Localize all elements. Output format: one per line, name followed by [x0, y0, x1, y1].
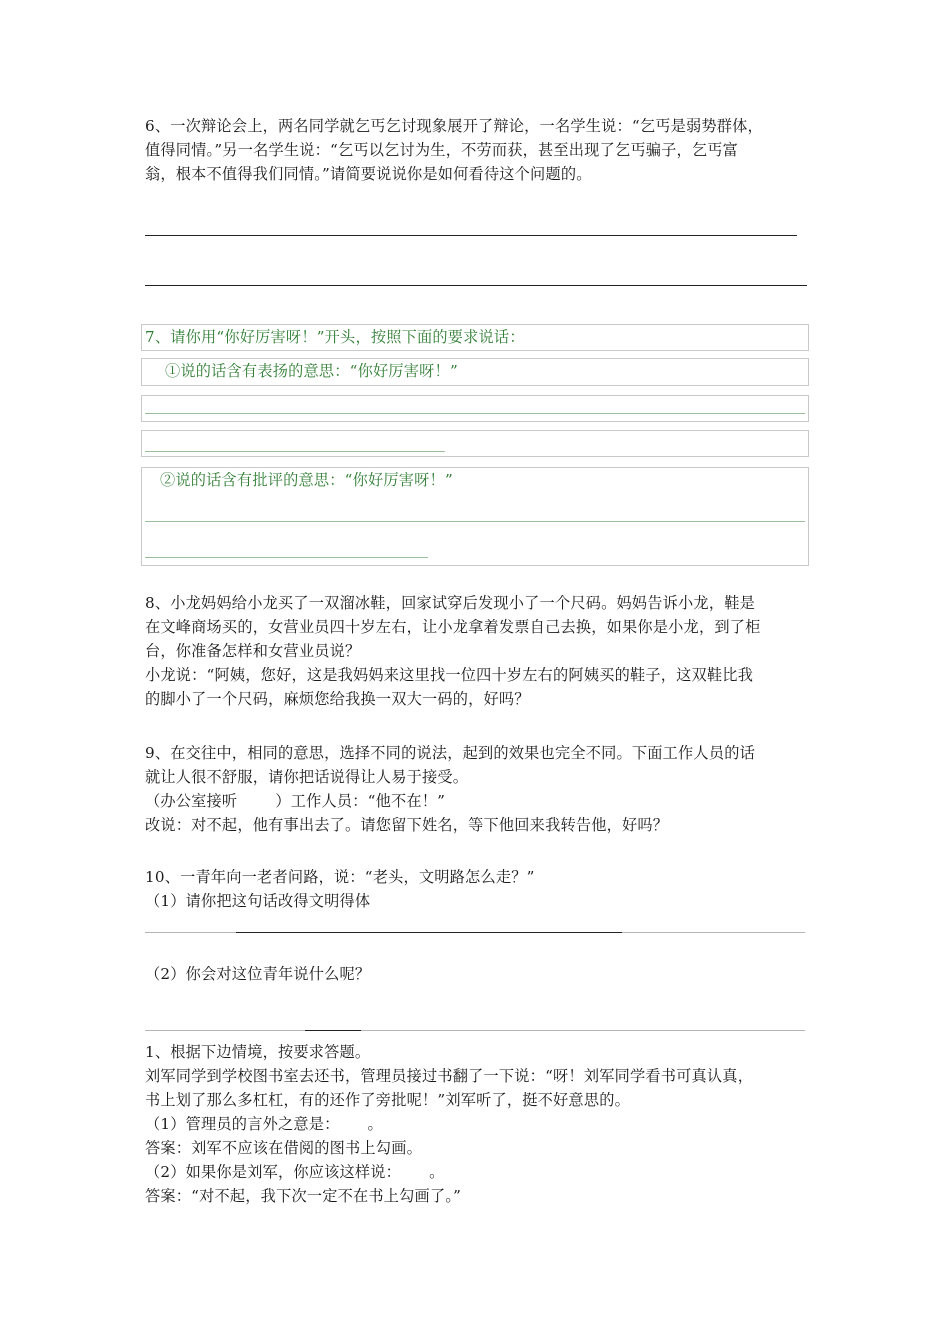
q7-title: 7、请你用“你好厉害呀！”开头，按照下面的要求说话： — [145, 328, 525, 346]
q9-line-1: 9、在交往中，相同的意思，选择不同的说法，起到的效果也完全不同。下面工作人员的话 — [145, 744, 755, 762]
q1-sub-2-end: 。 — [429, 1163, 445, 1181]
q1-sub-2-text: （2）如果你是刘军，你应该这样说： — [145, 1163, 402, 1181]
q7-answer1-line-1[interactable] — [145, 413, 805, 414]
q7-answer2-line-2[interactable] — [145, 557, 428, 558]
q1-sub-2 — [145, 1163, 444, 1181]
q10-answer1-underline[interactable] — [236, 932, 622, 933]
q6-answer-line-2[interactable] — [145, 285, 807, 286]
q6-line-3: 翁，根本不值得我们同情。”请简要说说你是如何看待这个问题的。 — [145, 165, 592, 183]
q9-line-3 — [145, 792, 445, 810]
q7-item2: ②说的话含有批评的意思：“你好厉害呀！” — [160, 471, 453, 489]
q6-answer-line-1[interactable] — [145, 235, 797, 236]
q1-sub-1-end: 。 — [367, 1115, 383, 1133]
q1-line-1: 1、根据下边情境，按要求答题。 — [145, 1043, 371, 1061]
q9-line-2: 就让人很不舒服，请你把话说得让人易于接受。 — [145, 768, 469, 786]
q1-sub-1-text: （1）管理员的言外之意是： — [145, 1115, 340, 1133]
q1-line-2: 刘军同学到学校图书室去还书，管理员接过书翻了一下说：“呀！刘军同学看书可真认真， — [145, 1067, 754, 1085]
q10-answer2-underline[interactable] — [305, 1030, 361, 1031]
q7-answer1-line-2[interactable] — [145, 451, 445, 452]
q7-answer1-box — [141, 395, 809, 422]
q1-line-3: 书上划了那么多杠杠，有的还作了旁批呢！”刘军听了，挺不好意思的。 — [145, 1091, 630, 1109]
q1-answer-1: 答案：刘军不应该在借阅的图书上勾画。 — [145, 1139, 422, 1157]
q1-sub-1 — [145, 1115, 383, 1133]
q9-line-3a: （办公室接听 — [145, 792, 238, 810]
q8-line-1: 8、小龙妈妈给小龙买了一双溜冰鞋，回家试穿后发现小了一个尺码。妈妈告诉小龙，鞋是 — [145, 594, 755, 612]
q10-line-1: 10、一青年向一老者问路，说：“老头，文明路怎么走？” — [145, 868, 535, 886]
q10-sub-2: （2）你会对这位青年说什么呢？ — [145, 965, 371, 983]
q8-line-5: 的脚小了一个尺码，麻烦您给我换一双大一码的，好吗？ — [145, 690, 530, 708]
q7-item1: ①说的话含有表扬的意思：“你好厉害呀！” — [165, 362, 458, 380]
q7-answer1-box-2 — [141, 430, 809, 457]
q1-answer-2: 答案：“对不起，我下次一定不在书上勾画了。” — [145, 1187, 462, 1205]
q10-answer2-hairline[interactable] — [145, 1030, 805, 1031]
q8-line-2: 在文峰商场买的，女营业员四十岁左右，让小龙拿着发票自己去换，如果你是小龙，到了柜 — [145, 618, 761, 636]
q8-line-4: 小龙说：“阿姨，您好，这是我妈妈来这里找一位四十岁左右的阿姨买的鞋子，这双鞋比我 — [145, 666, 754, 684]
q7-answer2-line-1[interactable] — [145, 521, 805, 522]
q9-line-4: 改说：对不起，他有事出去了。请您留下姓名，等下他回来我转告他，好吗？ — [145, 816, 669, 834]
q8-line-3: 台，你准备怎样和女营业员说？ — [145, 642, 361, 660]
q6-line-1: 6、一次辩论会上，两名同学就乞丐乞讨现象展开了辩论，一名学生说：“乞丐是弱势群体， — [145, 117, 763, 135]
q6-line-2: 值得同情。”另一名学生说：“乞丐以乞讨为生，不劳而获，甚至出现了乞丐骗子，乞丐富 — [145, 141, 739, 159]
q10-sub-1: （1）请你把这句话改得文明得体 — [145, 892, 371, 910]
q9-line-3b: ）工作人员：“他不在！” — [275, 792, 446, 810]
